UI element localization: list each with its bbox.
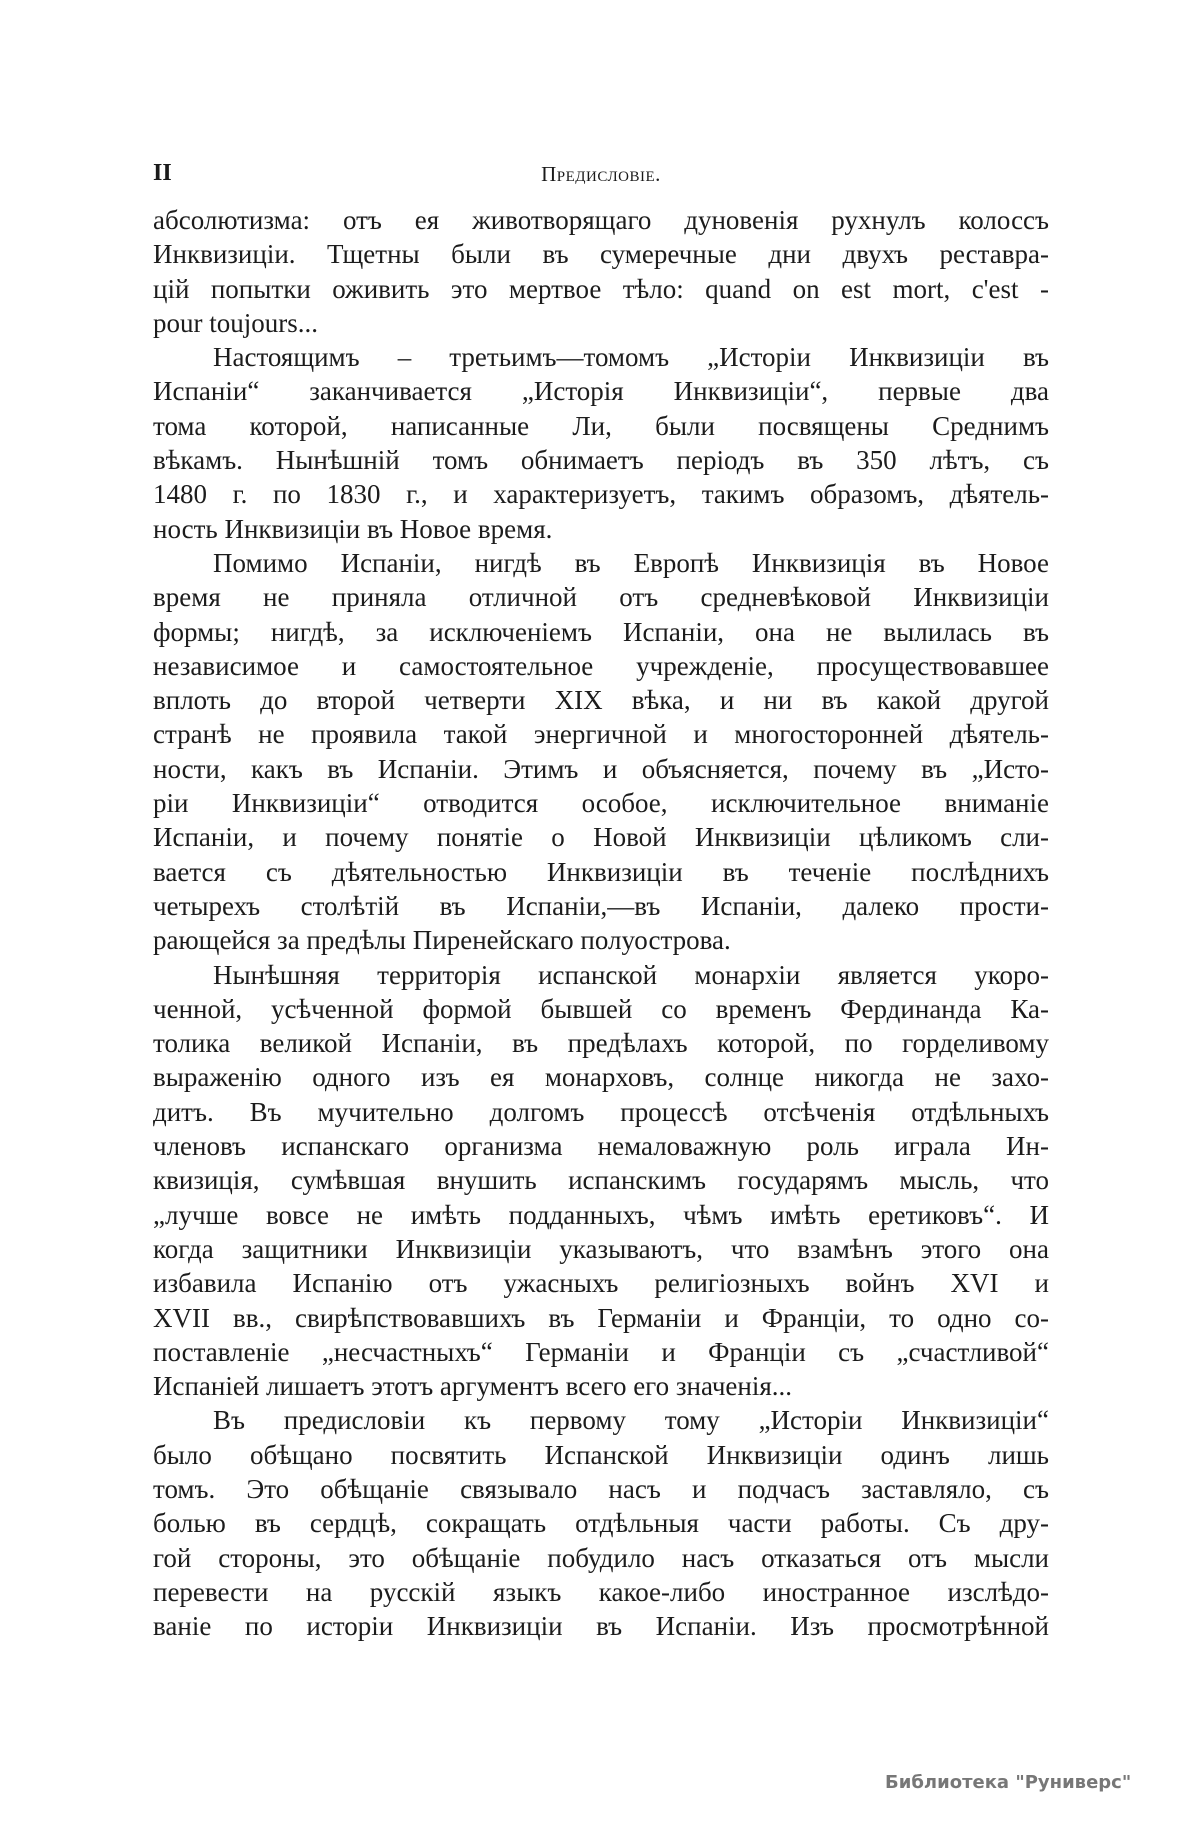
text-line: было обѣщано посвятить Испанской Инквизиціи одинъ лишь xyxy=(153,1439,1049,1470)
text-line: XVII вв., свирѣпствовавшихъ въ Германіи и Франціи, то одно со- xyxy=(153,1302,1049,1333)
text-line: болью въ сердцѣ, сокращать отдѣльныя части работы. Съ дру- xyxy=(153,1508,1049,1539)
text-line: Нынѣшняя территорія испанской монархіи является укоро- xyxy=(213,959,1049,990)
running-title: Предисловіе. xyxy=(541,162,661,186)
text-line: Инквизиціи. Тщетны были въ сумеречные дни двухъ реставра- xyxy=(153,239,1049,270)
paragraph xyxy=(153,340,1049,546)
text-line: избавила Испанію отъ ужасныхъ религіозныхъ войнъ XVI и xyxy=(153,1268,1049,1299)
text-line: 1480 г. по 1830 г., и характеризуетъ, такимъ образомъ, дѣятель- xyxy=(153,479,1049,510)
page-number: II xyxy=(153,160,172,186)
text-line: рающейся за предѣлы Пиренейскаго полуострова. xyxy=(153,925,731,956)
text-line: вѣкамъ. Нынѣшній томъ обнимаетъ періодъ въ 350 лѣтъ, съ xyxy=(153,445,1049,476)
running-header xyxy=(153,160,1049,194)
text-line: дитъ. Въ мучительно долгомъ процессѣ отсѣченія отдѣльныхъ xyxy=(153,1096,1049,1127)
text-line: ваніе по исторіи Инквизиціи въ Испаніи. Изъ просмотрѣнной xyxy=(153,1611,1049,1642)
text-line: гой стороны, это обѣщаніе побудило насъ отказаться отъ мысли xyxy=(153,1542,1049,1573)
text-line: Въ предисловіи къ первому тому „Исторіи Инквизиціи“ xyxy=(213,1405,1049,1436)
text-line: абсолютизма: отъ ея животворящаго дуновенія рухнулъ колоссъ xyxy=(153,205,1049,235)
text-line: Помимо Испаніи, нигдѣ въ Европѣ Инквизиція въ Новое xyxy=(213,547,1049,578)
text-line: ность Инквизиціи въ Новое время. xyxy=(153,513,553,544)
text-line: поставленіе „несчастныхъ“ Германіи и Франціи съ „счастливой“ xyxy=(153,1336,1049,1367)
text-line: Испаніи“ заканчивается „Исторія Инквизиціи“, первые два xyxy=(153,376,1049,407)
library-watermark: Библиотека "Руниверс" xyxy=(885,1772,1132,1793)
text-line: когда защитники Инквизиціи указываютъ, что взамѣнъ этого она xyxy=(153,1233,1049,1264)
text-line: тома которой, написанные Ли, были посвящены Среднимъ xyxy=(153,410,1049,441)
text-line: Настоящимъ – третьимъ—томомъ „Исторіи Инквизиціи въ xyxy=(213,342,1049,373)
text-line: членовъ испанскаго организма немаловажную роль играла Ин- xyxy=(153,1131,1049,1162)
text-line: четырехъ столѣтій въ Испаніи,—въ Испаніи, далеко прости- xyxy=(153,890,1049,921)
text-line: выраженію одного изъ ея монарховъ, солнце никогда не захо- xyxy=(153,1062,1049,1093)
paragraph xyxy=(153,203,1049,340)
text-line: цій попытки оживить это мертвое тѣло: quand on est mort, c'est - xyxy=(153,273,1049,304)
text-line: вплоть до второй четверти XIX вѣка, и ни въ какой другой xyxy=(153,685,1049,716)
text-line: странѣ не проявила такой энергичной и многосторонней дѣятель- xyxy=(153,719,1049,750)
text-line: вается съ дѣятельностью Инквизиціи въ теченіе послѣднихъ xyxy=(153,856,1049,887)
paragraph xyxy=(153,1403,1049,1643)
text-line: независимое и самостоятельное учрежденіе, просуществовавшее xyxy=(153,650,1049,681)
text-line: Испаніей лишаетъ этотъ аргументъ всего его значенія... xyxy=(153,1371,793,1402)
text-line: квизиція, сумѣвшая внушить испанскимъ государямъ мысль, что xyxy=(153,1165,1049,1196)
text-line: формы; нигдѣ, за исключеніемъ Испаніи, она не вылилась въ xyxy=(153,616,1049,647)
text-line: pour toujours... xyxy=(153,307,318,338)
text-line: ченной, усѣченной формой бывшей со временъ Фердинанда Ка- xyxy=(153,993,1049,1024)
text-line: толика великой Испаніи, въ предѣлахъ которой, по горделивому xyxy=(153,1028,1049,1059)
body-text xyxy=(153,203,1049,1643)
text-line: время не приняла отличной отъ средневѣковой Инквизиціи xyxy=(153,582,1049,613)
paragraph xyxy=(153,958,1049,1404)
text-line: томъ. Это обѣщаніе связывало насъ и подчасъ заставляло, съ xyxy=(153,1473,1049,1504)
text-line: ріи Инквизиціи“ отводится особое, исключительное вниманіе xyxy=(153,788,1049,819)
text-line: Испаніи, и почему понятіе о Новой Инквизиціи цѣликомъ сли- xyxy=(153,822,1049,853)
paragraph xyxy=(153,546,1049,958)
text-line: „лучше вовсе не имѣть подданныхъ, чѣмъ имѣть еретиковъ“. И xyxy=(153,1199,1049,1230)
text-line: перевести на русскій языкъ какое-либо иностранное изслѣдо- xyxy=(153,1576,1049,1607)
text-line: ности, какъ въ Испаніи. Этимъ и объясняется, почему въ „Исто- xyxy=(153,753,1049,784)
